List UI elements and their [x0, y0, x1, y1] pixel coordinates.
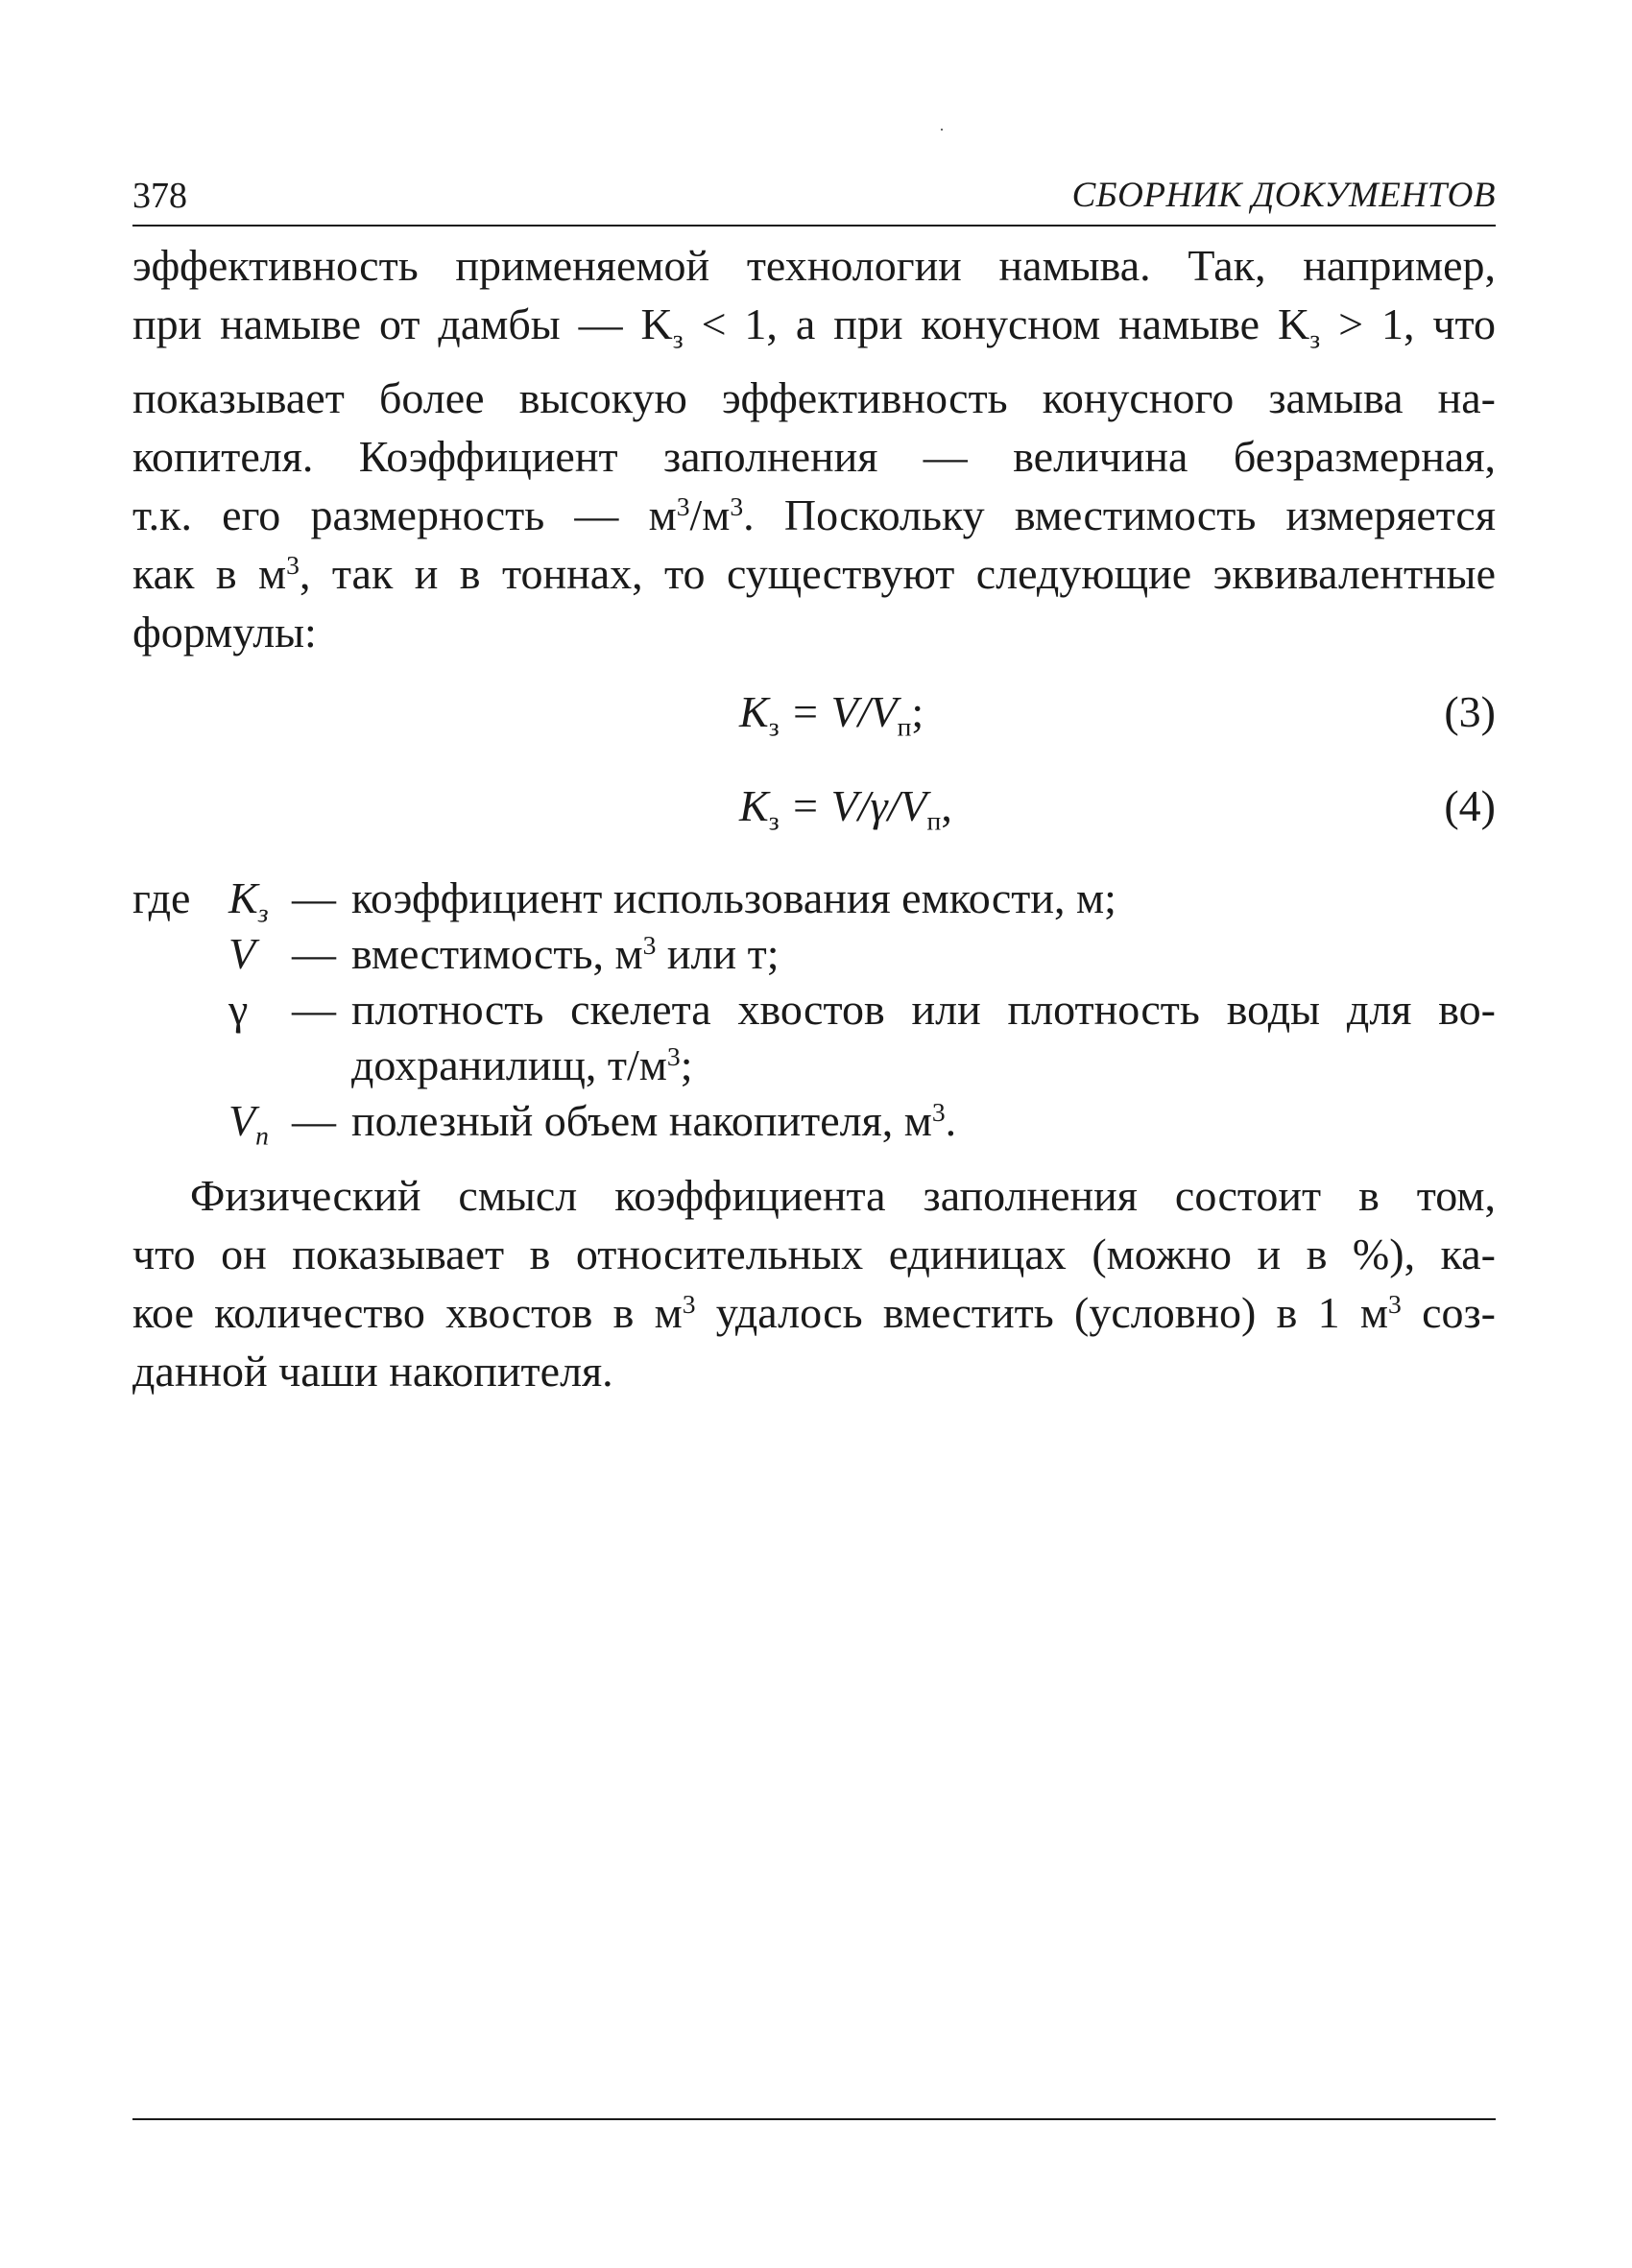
- definitions-list: [132, 871, 1496, 1149]
- formula-3: [132, 673, 1496, 757]
- body-paragraph: [132, 236, 1496, 661]
- text-line: Физический смысл коэффициента заполнения состоит в том,: [190, 1170, 1496, 1220]
- running-head: СБОРНИК ДОКУМЕНТОВ: [1071, 176, 1496, 215]
- definition-symbol: V: [228, 928, 256, 978]
- text-line: формулы:: [132, 607, 317, 657]
- definition-symbol: $V_п$: [228, 1095, 269, 1151]
- page-number: 378: [132, 176, 187, 216]
- definition-text-continued: дохранилищ, $т/м^3$;: [351, 1039, 693, 1089]
- definition-item: [132, 871, 1496, 926]
- text-line: показывает более высокую эффективность конусного замыва на-: [132, 372, 1496, 422]
- text-line: эффективность применяемой технологии намыва. Так, например,: [132, 241, 1496, 290]
- text-line: при намыве от дамбы — $K_з < 1$, а при конусном намыве $K_з > 1$, что: [132, 299, 1497, 354]
- definition-text: плотность скелета хвостов или плотность воды для во-: [351, 984, 1496, 1034]
- where-label: где: [132, 872, 191, 922]
- text-line: копителя. Коэффициент заполнения — величина безразмерная,: [132, 431, 1496, 481]
- definition-dash: —: [292, 872, 336, 922]
- text-line: что он показывает в относительных единицах (можно и в %), ка-: [132, 1229, 1496, 1278]
- book-page: [132, 144, 1496, 1400]
- formula-number: (4): [1444, 780, 1496, 830]
- text-line: т.к. его размерность — $м^3/м^3$. Поскольку вместимость измеряется: [132, 489, 1496, 539]
- definition-item: [132, 982, 1496, 1093]
- text-line: как в $м^3$, так и в тоннах, то существуют следующие эквивалентные: [132, 548, 1496, 598]
- formula-number: (3): [1444, 686, 1496, 736]
- definition-dash: —: [292, 984, 336, 1034]
- definition-dash: —: [292, 928, 336, 978]
- formula-expression: $K_з = V/\gamma/V_п$,: [739, 780, 952, 836]
- definition-symbol: γ: [228, 984, 249, 1034]
- page-header: [132, 144, 1496, 227]
- text-line: данной чаши накопителя.: [132, 1346, 613, 1396]
- formula-4: [132, 767, 1496, 851]
- formula-expression: $K_з = V/V_п$;: [739, 686, 924, 742]
- footer-rule: [132, 2118, 1496, 2120]
- closing-paragraph: [132, 1166, 1496, 1400]
- definition-text: полезный объем накопителя, $м^3$.: [351, 1095, 957, 1145]
- definition-item: [132, 1093, 1496, 1149]
- definition-symbol: $K_з$: [228, 872, 269, 928]
- definition-text: вместимость, $м^3$ или т;: [351, 928, 780, 978]
- scan-speck: [941, 129, 943, 131]
- definition-text: коэффициент использования емкости, м;: [351, 872, 1116, 922]
- definition-dash: —: [292, 1095, 336, 1145]
- text-line: кое количество хвостов в $м^3$ удалось вместить (условно) в 1 $м^3$ соз-: [132, 1287, 1496, 1337]
- definition-item: [132, 926, 1496, 982]
